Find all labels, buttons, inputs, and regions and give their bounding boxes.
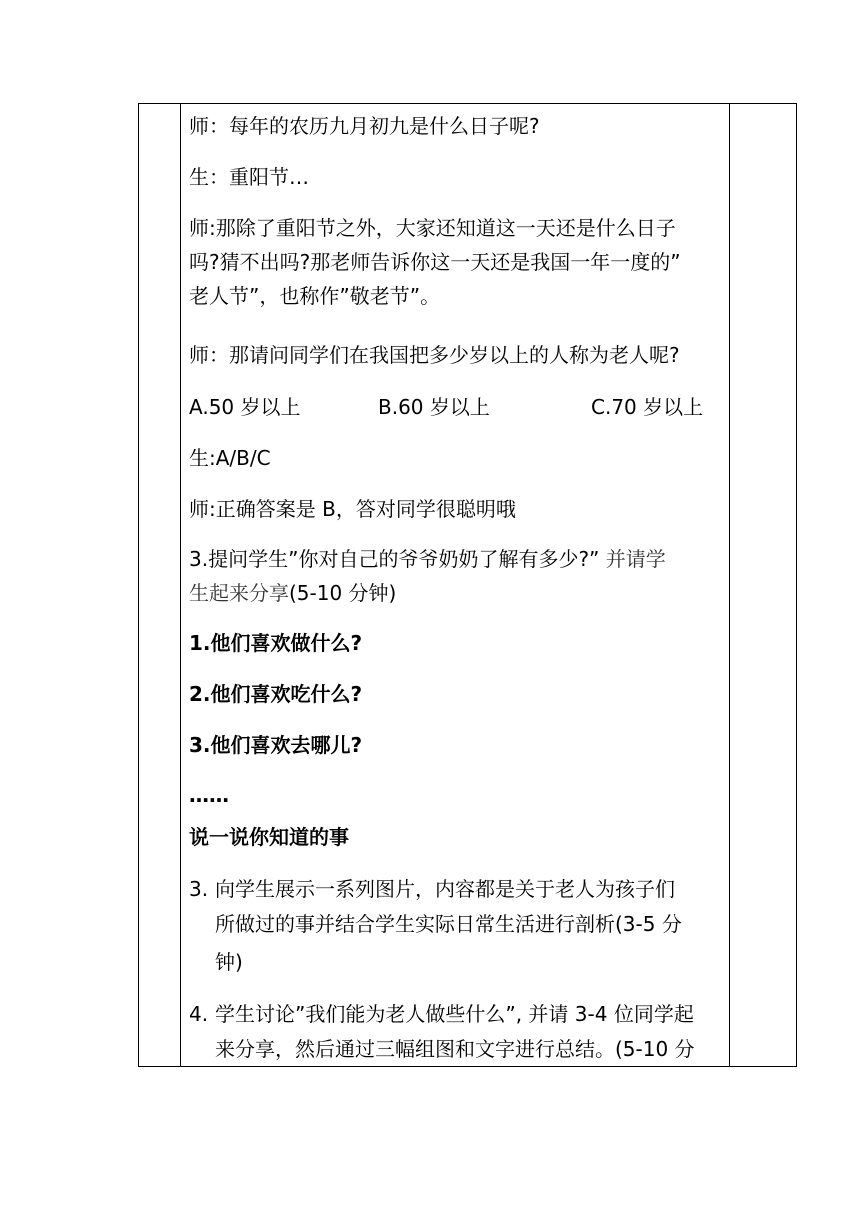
activity-line (189, 542, 666, 576)
list-item (189, 997, 694, 1031)
activity-text: 生起来分享 (189, 581, 289, 605)
activity-line (189, 576, 396, 610)
option-c: C.70 岁以上 (591, 395, 704, 419)
activity-text: (5-10 分钟) (289, 581, 397, 605)
list-number: 4. (189, 1002, 209, 1026)
teacher-line: 师：每年的农历九月初九是什么日子呢? (189, 114, 540, 138)
list-text: 向学生展示一系列图片，内容都是关于老人为孩子们 (215, 877, 675, 901)
list-text: 来分享，然后通过三幅组图和文字进行总结。(5-10 分 (215, 1037, 695, 1061)
teacher-line: 老人节”，也称作”敬老节”。 (189, 284, 441, 308)
student-line: 生:A/B/C (189, 446, 271, 470)
column-divider (729, 104, 730, 1066)
lesson-table (138, 103, 797, 1067)
question-line: 2.他们喜欢吃什么? (189, 682, 363, 706)
list-text: 钟) (215, 950, 243, 974)
section-heading: 说一说你知道的事 (189, 825, 349, 849)
list-text: 所做过的事并结合学生实际日常生活进行剖析(3-5 分 (215, 912, 682, 936)
ellipsis-line: …… (189, 783, 229, 807)
teacher-line: 师：那请问同学们在我国把多少岁以上的人称为老人呢? (189, 343, 680, 367)
activity-text: 并请学 (599, 547, 666, 571)
list-text: 学生讨论”我们能为老人做些什么”, 并请 3-4 位同学起 (215, 1002, 694, 1026)
teacher-line: 师:正确答案是 B，答对同学很聪明哦 (189, 497, 516, 521)
teacher-line: 吗?猜不出吗?那老师告诉你这一天还是我国一年一度的” (189, 250, 681, 274)
question-line: 1.他们喜欢做什么? (189, 631, 363, 655)
option-b: B.60 岁以上 (378, 395, 490, 419)
column-divider (180, 104, 181, 1066)
student-line: 生：重阳节… (189, 165, 309, 189)
option-a: A.50 岁以上 (189, 395, 301, 419)
list-number: 3. (189, 877, 209, 901)
activity-text: 3.提问学生”你对自己的爷爷奶奶了解有多少?” (189, 547, 600, 571)
question-line: 3.他们喜欢去哪儿? (189, 733, 363, 757)
list-item (189, 872, 675, 906)
teacher-line: 师:那除了重阳节之外，大家还知道这一天还是什么日子 (189, 216, 676, 240)
